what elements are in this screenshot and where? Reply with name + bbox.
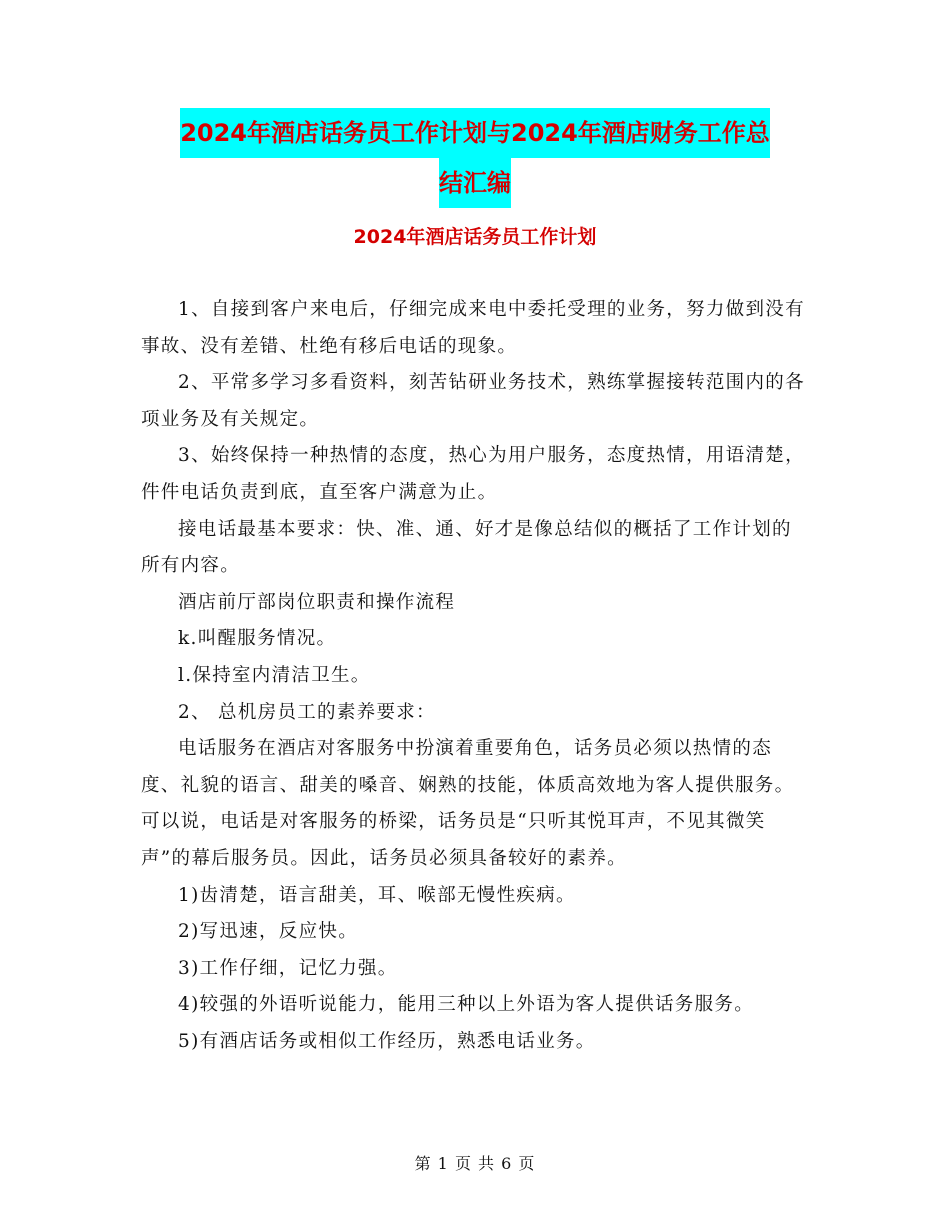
paragraph: 1)齿清楚，语言甜美，耳、喉部无慢性疾病。 bbox=[178, 884, 576, 906]
paragraph: l.保持室内清洁卫生。 bbox=[178, 664, 371, 686]
paragraph: 2)写迅速，反应快。 bbox=[178, 921, 358, 943]
paragraph: 酒店前厅部岗位职责和操作流程 bbox=[178, 591, 456, 613]
section-title: 2024年酒店话务员工作计划 bbox=[353, 226, 597, 248]
document-title-line-2: 结汇编 bbox=[439, 158, 511, 208]
paragraph: 3、始终保持一种热情的态度，热心为用户服务，态度热情，用语清楚，件件电话负责到底，直至客户满意为止。 bbox=[141, 445, 805, 503]
paragraph: 电话服务在酒店对客服务中扮演着重要角色，话务员必须以热情的态度、礼貌的语言、甜美的嗓音、娴熟的技能，体质高效地为客人提供服务。可以说，电话是对客服务的桥梁，话务员是“只听其悦耳声，不见其微笑声”的幕后服务员。因此，话务员必须具备较好的素养。 bbox=[141, 738, 795, 869]
paragraph: 2、平常多学习多看资料，刻苦钻研业务技术，熟练掌握接转范围内的各项业务及有关规定。 bbox=[141, 372, 805, 430]
document-title-line-1: 2024年酒店话务员工作计划与2024年酒店财务工作总 bbox=[180, 108, 770, 158]
page-footer: 第 1 页 共 6 页 bbox=[414, 1154, 536, 1173]
paragraph: 2、 总机房员工的素养要求： bbox=[178, 701, 436, 723]
paragraph: 接电话最基本要求：快、准、通、好才是像总结似的概括了工作计划的所有内容。 bbox=[141, 518, 792, 577]
paragraph: 4)较强的外语听说能力，能用三种以上外语为客人提供话务服务。 bbox=[178, 994, 754, 1016]
paragraph: k.叫醒服务情况。 bbox=[178, 628, 337, 650]
document-body bbox=[141, 292, 809, 1060]
paragraph: 3)工作仔细，记忆力强。 bbox=[178, 957, 398, 979]
document-title bbox=[0, 108, 950, 208]
paragraph: 1、自接到客户来电后，仔细完成来电中委托受理的业务，努力做到没有事故、没有差错、杜绝有移后电话的现象。 bbox=[141, 299, 805, 357]
paragraph: 5)有酒店话务或相似工作经历，熟悉电话业务。 bbox=[178, 1030, 596, 1052]
